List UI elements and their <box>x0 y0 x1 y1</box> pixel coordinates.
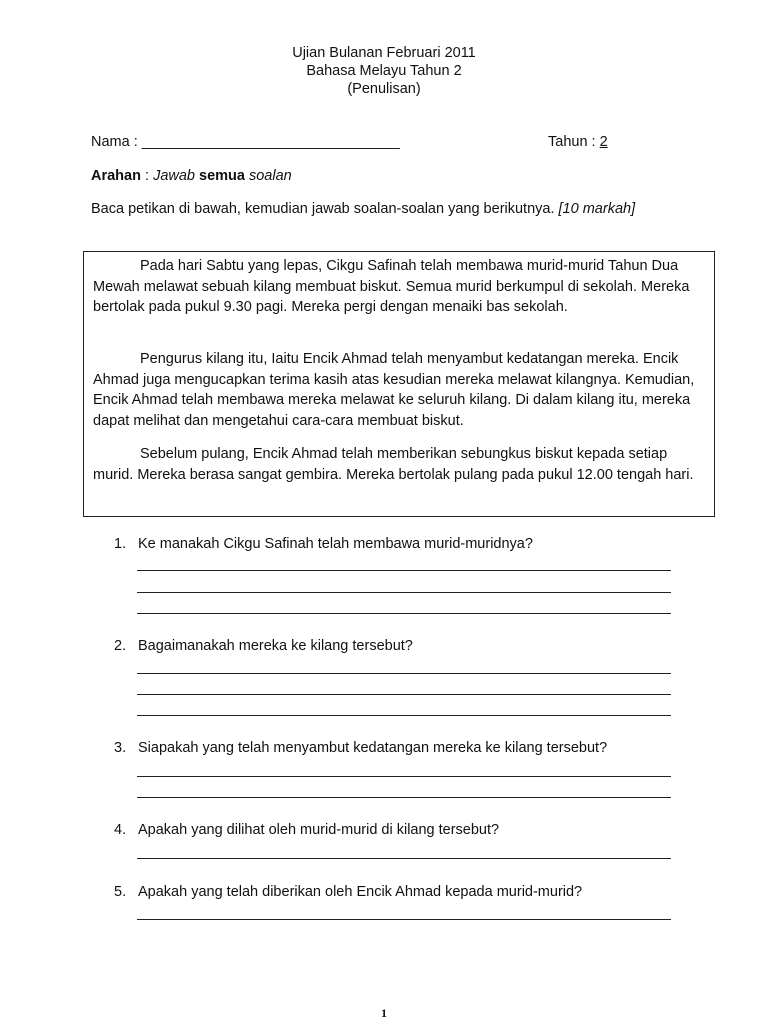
question-2-text: Bagaimanakah mereka ke kilang tersebut? <box>138 638 413 654</box>
task-text: Baca petikan di bawah, kemudian jawab soalan-soalan yang berikutnya. <box>91 201 559 217</box>
question-1-text: Ke manakah Cikgu Safinah telah membawa murid-muridnya? <box>138 536 533 552</box>
answer-line[interactable] <box>137 715 671 716</box>
question-5-number: 5. <box>114 884 127 900</box>
page-number: 1 <box>381 1006 387 1020</box>
name-field-label: Nama : ________________________________ <box>91 134 400 150</box>
task-marks: [10 markah] <box>558 201 636 217</box>
instruction-word-soalan: soalan <box>248 168 292 184</box>
exam-section: (Penulisan) <box>347 81 421 97</box>
question-5-text: Apakah yang telah diberikan oleh Encik Ahmad kepada murid-murid? <box>138 884 583 900</box>
passage-paragraph-3 <box>93 444 705 485</box>
instruction <box>91 168 292 184</box>
year-label: Tahun : <box>548 134 600 150</box>
question-3-text: Siapakah yang telah menyambut kedatangan mereka ke kilang tersebut? <box>138 740 608 756</box>
instruction-separator: : <box>140 168 154 184</box>
answer-line[interactable] <box>137 919 671 920</box>
passage-paragraph-3-text: Sebelum pulang, Encik Ahmad telah memberikan sebungkus biskut kepada setiap murid. Mereka berasa sangat gembira. Mereka bertolak pulang pada pukul 12.00 tengah hari. <box>93 446 694 483</box>
question-1-number: 1. <box>114 536 127 552</box>
passage-paragraph-2 <box>93 349 705 431</box>
answer-line[interactable] <box>137 673 671 674</box>
passage-paragraph-2-text: Pengurus kilang itu, Iaitu Encik Ahmad telah menyambut kedatangan mereka. Encik Ahmad juga mengucapkan terima kasih atas kesudian mereka melawat kilangnya. Kemudian, Encik Ahmad telah membawa mereka melawat ke seluruh kilang. Di dalam kilang itu, mereka dapat melihat dan mengetahui cara-cara membuat biskut. <box>93 351 695 429</box>
answer-line[interactable] <box>137 694 671 695</box>
exam-subject: Bahasa Melayu Tahun 2 <box>306 63 462 79</box>
instruction-word-jawab: Jawab <box>153 168 195 184</box>
year-field <box>548 134 608 150</box>
answer-line[interactable] <box>137 613 671 614</box>
answer-line[interactable] <box>137 592 671 593</box>
task-instruction <box>91 201 635 217</box>
answer-line[interactable] <box>137 797 671 798</box>
answer-line[interactable] <box>137 570 671 571</box>
question-2-number: 2. <box>114 638 127 654</box>
question-4-number: 4. <box>114 822 127 838</box>
instruction-word-semua: semua <box>194 168 249 184</box>
passage-paragraph-1-text: Pada hari Sabtu yang lepas, Cikgu Safinah telah membawa murid-murid Tahun Dua Mewah melawat sebuah kilang membuat biskut. Semua murid berkumpul di sekolah. Mereka bertolak pada pukul 9.30 pagi. Mereka pergi dengan menaiki bas sekolah. <box>93 258 690 315</box>
question-4-text: Apakah yang dilihat oleh murid-murid di kilang tersebut? <box>138 822 500 838</box>
exam-title: Ujian Bulanan Februari 2011 <box>292 45 476 61</box>
year-value: 2 <box>599 134 608 150</box>
instruction-label: Arahan <box>91 168 141 184</box>
passage-paragraph-1 <box>93 256 705 318</box>
answer-line[interactable] <box>137 776 671 777</box>
reading-passage <box>83 251 715 517</box>
answer-line[interactable] <box>137 858 671 859</box>
question-3-number: 3. <box>114 740 127 756</box>
